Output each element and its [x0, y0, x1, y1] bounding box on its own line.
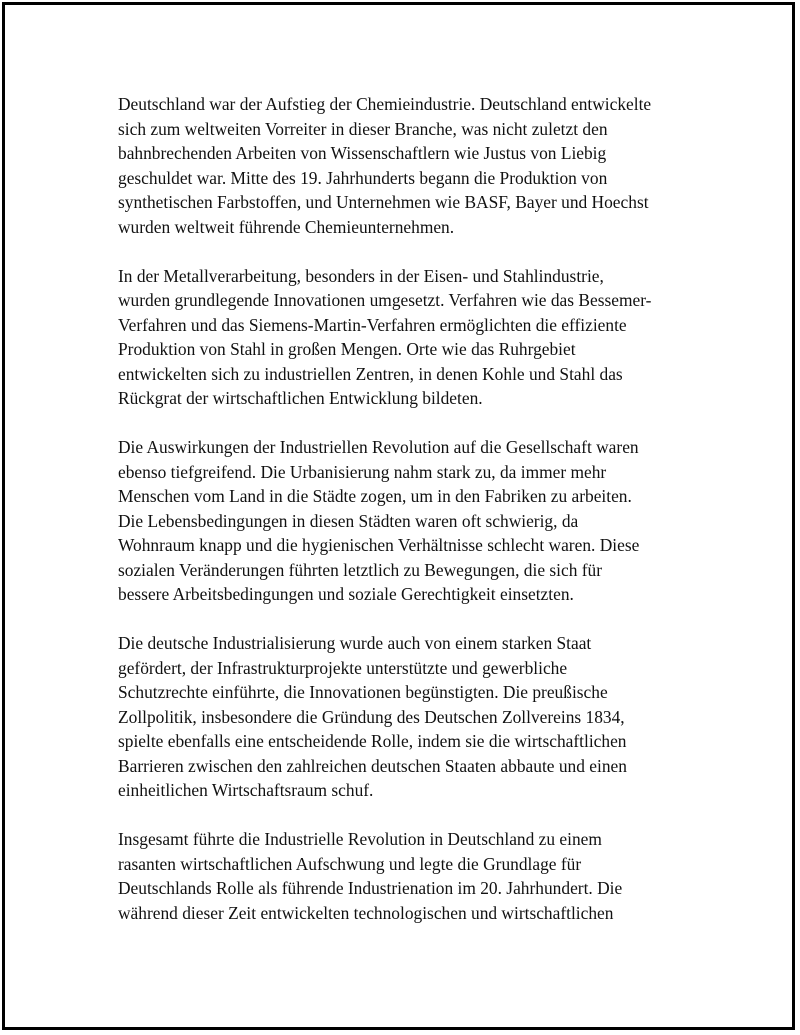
text-line: Rückgrat der wirtschaftlichen Entwicklung bildeten. [118, 388, 483, 408]
text-line: Die Lebensbedingungen in diesen Städten waren oft schwierig, da [118, 510, 579, 531]
text-line: Produktion von Stahl in großen Mengen. Orte wie das Ruhrgebiet [118, 339, 576, 359]
text-line: einheitlichen Wirtschaftsraum schuf. [118, 780, 374, 800]
text-line: Barrieren zwischen den zahlreichen deutschen Staaten abbaute und einen [118, 755, 627, 776]
text-line: wurden grundlegende Innovationen umgesetzt. Verfahren wie das Bessemer- [118, 290, 652, 310]
text-line: Menschen vom Land in die Städte zogen, um in den Fabriken zu arbeiten. [118, 486, 632, 506]
text-line: bessere Arbeitsbedingungen und soziale Gerechtigkeit einsetzten. [118, 584, 574, 604]
paragraph-3 [118, 435, 693, 607]
text-line: Wohnraum knapp und die hygienischen Verhältnisse schlecht waren. Diese [118, 535, 640, 555]
text-line: synthetischen Farbstoffen, und Unternehmen wie BASF, Bayer und Hoechst [118, 192, 649, 212]
text-line: geschuldet war. Mitte des 19. Jahrhunderts begann die Produktion von [118, 167, 608, 188]
text-line: In der Metallverarbeitung, besonders in der Eisen- und Stahlindustrie, [118, 265, 604, 286]
paragraph-5 [118, 827, 693, 925]
paragraph-1 [118, 92, 693, 239]
text-line: sich zum weltweiten Vorreiter in dieser Branche, was nicht zuletzt den [118, 118, 608, 139]
text-line: sozialen Veränderungen führten letztlich zu Bewegungen, die sich für [118, 559, 603, 580]
text-line: Die Auswirkungen der Industriellen Revolution auf die Gesellschaft waren [118, 437, 639, 457]
text-line: Schutzrechte einführte, die Innovationen begünstigten. Die preußische [118, 682, 608, 702]
text-line: gefördert, der Infrastrukturprojekte unterstützte und gewerbliche [118, 657, 568, 678]
document-body [118, 92, 693, 950]
text-line: Verfahren und das Siemens-Martin-Verfahren ermöglichten die effiziente [118, 314, 627, 335]
text-line: Deutschland war der Aufstieg der Chemieindustrie. Deutschland entwickelte [118, 94, 652, 114]
text-line: spielte ebenfalls eine entscheidende Rolle, indem sie die wirtschaftlichen [118, 731, 627, 751]
text-line: bahnbrechenden Arbeiten von Wissenschaftlern wie Justus von Liebig [118, 143, 607, 163]
text-line: Zollpolitik, insbesondere die Gründung des Deutschen Zollvereins 1834, [118, 706, 625, 727]
paragraph-4 [118, 631, 693, 803]
text-line: rasanten wirtschaftlichen Aufschwung und legte die Grundlage für [118, 853, 582, 874]
text-line: entwickelten sich zu industriellen Zentren, in denen Kohle und Stahl das [118, 363, 623, 384]
text-line: Insgesamt führte die Industrielle Revolution in Deutschland zu einem [118, 829, 602, 849]
text-line: während dieser Zeit entwickelten technologischen und wirtschaftlichen [118, 902, 614, 923]
text-line: ebenso tiefgreifend. Die Urbanisierung nahm stark zu, da immer mehr [118, 461, 607, 482]
text-line: Die deutsche Industrialisierung wurde auch von einem starken Staat [118, 633, 592, 653]
text-line: Deutschlands Rolle als führende Industrienation im 20. Jahrhundert. Die [118, 878, 623, 898]
text-line: wurden weltweit führende Chemieunternehmen. [118, 216, 455, 237]
paragraph-2 [118, 264, 693, 411]
